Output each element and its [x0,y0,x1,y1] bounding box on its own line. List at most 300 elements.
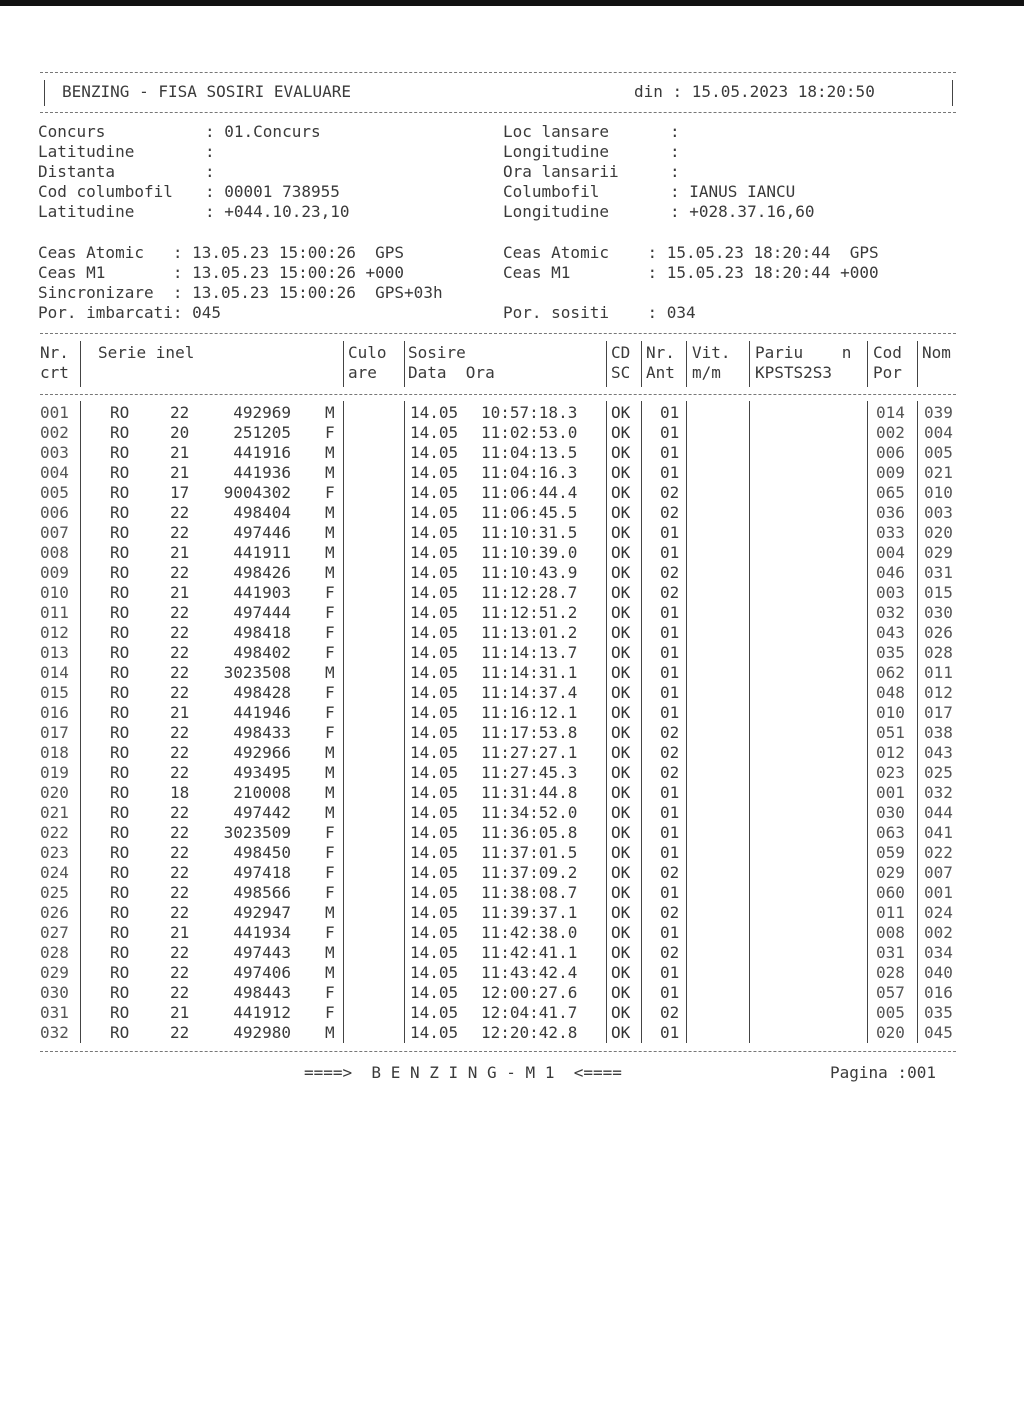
row-cod: 046 [876,563,905,582]
row-sex: F [325,843,335,862]
row-ring: 498428 [233,683,291,702]
row-sex: M [325,783,335,802]
row-cod: 002 [876,423,905,442]
row-sex: M [325,443,335,462]
row-number: 031 [40,1003,69,1022]
row-antenna: 02 [660,503,680,522]
row-sex: M [325,763,335,782]
row-ring: 441934 [233,923,291,942]
row-ring: 492969 [233,403,291,422]
row-cod: 051 [876,723,905,742]
column-divider [641,401,642,1043]
row-year: 21 [170,583,190,602]
row-date: 14.05 [410,703,459,722]
row-date: 14.05 [410,663,459,682]
column-header-pariu: Pariu n [755,343,852,362]
row-number: 006 [40,503,69,522]
row-date: 14.05 [410,763,459,782]
row-cd-status: OK [611,983,631,1002]
info-label: Latitudine [38,202,135,221]
row-time: 11:10:39.0 [481,543,578,562]
row-date: 14.05 [410,803,459,822]
row-cod: 057 [876,983,905,1002]
row-nom: 005 [924,443,953,462]
row-cod: 020 [876,1023,905,1042]
row-antenna: 02 [660,763,680,782]
row-nom: 025 [924,763,953,782]
row-date: 14.05 [410,403,459,422]
row-time: 11:42:38.0 [481,923,578,942]
row-date: 14.05 [410,443,459,462]
column-divider [686,341,687,387]
row-year: 22 [170,883,190,902]
row-ring: 492966 [233,743,291,762]
row-cod: 010 [876,703,905,722]
row-cd-status: OK [611,803,631,822]
row-ring: 498433 [233,723,291,742]
row-antenna: 01 [660,923,680,942]
row-date: 14.05 [410,903,459,922]
row-year: 22 [170,983,190,1002]
row-sex: M [325,803,335,822]
row-number: 030 [40,983,69,1002]
row-ring: 497444 [233,603,291,622]
row-cod: 059 [876,843,905,862]
row-number: 013 [40,643,69,662]
row-cod: 014 [876,403,905,422]
column-header-nrant-sub: Ant [646,363,675,382]
row-cod: 032 [876,603,905,622]
column-header-nrant: Nr. [646,343,675,362]
row-number: 015 [40,683,69,702]
row-time: 11:37:01.5 [481,843,578,862]
table-top-rule [40,333,956,334]
column-divider [606,401,607,1043]
row-sex: M [325,523,335,542]
row-cd-status: OK [611,563,631,582]
row-antenna: 01 [660,683,680,702]
row-time: 11:37:09.2 [481,863,578,882]
row-cd-status: OK [611,783,631,802]
row-nom: 040 [924,963,953,982]
row-year: 22 [170,503,190,522]
row-cd-status: OK [611,763,631,782]
row-time: 11:14:13.7 [481,643,578,662]
info-label: Distanta [38,162,116,181]
row-year: 22 [170,723,190,742]
row-number: 008 [40,543,69,562]
row-number: 023 [40,843,69,862]
row-sex: F [325,703,335,722]
row-country: RO [110,923,130,942]
header-left-border [44,80,45,106]
row-cd-status: OK [611,543,631,562]
row-time: 11:06:45.5 [481,503,578,522]
row-cod: 043 [876,623,905,642]
row-number: 020 [40,783,69,802]
row-cd-status: OK [611,963,631,982]
page-number: Pagina :001 [830,1063,936,1082]
row-year: 22 [170,743,190,762]
column-header-serie: Serie inel [98,343,195,362]
column-divider [749,401,750,1043]
row-date: 14.05 [410,603,459,622]
row-number: 005 [40,483,69,502]
column-header-cd: CD [611,343,631,362]
row-cd-status: OK [611,623,631,642]
column-divider [867,341,868,387]
row-cd-status: OK [611,423,631,442]
row-date: 14.05 [410,683,459,702]
row-cod: 012 [876,743,905,762]
row-number: 017 [40,723,69,742]
row-number: 028 [40,943,69,962]
row-antenna: 01 [660,663,680,682]
info-value: : [205,162,215,181]
row-cod: 065 [876,483,905,502]
row-country: RO [110,1003,130,1022]
row-cd-status: OK [611,583,631,602]
row-time: 11:39:37.1 [481,903,578,922]
row-nom: 024 [924,903,953,922]
info-value: : [205,142,215,161]
report-date: din : 15.05.2023 18:20:50 [634,82,875,101]
row-cd-status: OK [611,503,631,522]
row-nom: 002 [924,923,953,942]
scan-top-edge [0,0,1024,6]
row-ring: 441912 [233,1003,291,1022]
row-country: RO [110,523,130,542]
row-sex: M [325,503,335,522]
row-time: 10:57:18.3 [481,403,578,422]
column-divider [917,341,918,387]
row-ring: 441916 [233,443,291,462]
row-time: 11:12:51.2 [481,603,578,622]
column-header-nom: Nom [922,343,951,362]
row-antenna: 01 [660,523,680,542]
row-date: 14.05 [410,983,459,1002]
row-sex: F [325,1003,335,1022]
row-time: 11:38:08.7 [481,883,578,902]
row-sex: F [325,623,335,642]
row-nom: 028 [924,643,953,662]
row-cod: 031 [876,943,905,962]
row-nom: 004 [924,423,953,442]
row-country: RO [110,983,130,1002]
row-time: 11:36:05.8 [481,823,578,842]
row-cod: 008 [876,923,905,942]
row-year: 22 [170,763,190,782]
row-cd-status: OK [611,663,631,682]
column-header-cod: Cod [873,343,902,362]
row-number: 007 [40,523,69,542]
row-cod: 033 [876,523,905,542]
column-header-cd-sub: SC [611,363,631,382]
row-country: RO [110,443,130,462]
row-nom: 043 [924,743,953,762]
row-nom: 007 [924,863,953,882]
sync-line-left: Sincronizare : 13.05.23 15:00:26 GPS+03h [38,283,443,302]
row-sex: M [325,903,335,922]
row-time: 11:43:42.4 [481,963,578,982]
row-cd-status: OK [611,863,631,882]
row-year: 22 [170,823,190,842]
row-sex: F [325,423,335,442]
row-sex: M [325,963,335,982]
row-cd-status: OK [611,823,631,842]
row-antenna: 02 [660,943,680,962]
row-nom: 003 [924,503,953,522]
row-ring: 492947 [233,903,291,922]
row-time: 12:04:41.7 [481,1003,578,1022]
column-divider [404,401,405,1043]
row-date: 14.05 [410,923,459,942]
row-number: 032 [40,1023,69,1042]
column-header-culoare-sub: are [348,363,377,382]
row-cod: 023 [876,763,905,782]
row-cod: 029 [876,863,905,882]
column-divider [80,401,81,1043]
row-year: 22 [170,643,190,662]
row-time: 11:10:31.5 [481,523,578,542]
info-value: : +044.10.23,10 [205,202,350,221]
row-sex: F [325,603,335,622]
column-divider [343,401,344,1043]
row-ring: 498418 [233,623,291,642]
row-year: 22 [170,963,190,982]
column-divider [749,341,750,387]
row-number: 025 [40,883,69,902]
info-label: Columbofil [503,182,600,201]
row-time: 11:42:41.1 [481,943,578,962]
row-nom: 011 [924,663,953,682]
row-date: 14.05 [410,723,459,742]
row-date: 14.05 [410,823,459,842]
row-ring: 210008 [233,783,291,802]
sync-line-left: Ceas Atomic : 13.05.23 15:00:26 GPS [38,243,405,262]
row-year: 18 [170,783,190,802]
row-sex: F [325,683,335,702]
row-nom: 038 [924,723,953,742]
row-cd-status: OK [611,883,631,902]
row-cod: 035 [876,643,905,662]
row-antenna: 01 [660,703,680,722]
row-sex: F [325,923,335,942]
row-nom: 026 [924,623,953,642]
column-divider [686,401,687,1043]
row-ring: 498404 [233,503,291,522]
row-number: 027 [40,923,69,942]
row-number: 014 [40,663,69,682]
row-number: 022 [40,823,69,842]
column-divider [641,341,642,387]
row-antenna: 01 [660,883,680,902]
row-number: 001 [40,403,69,422]
row-nom: 021 [924,463,953,482]
row-number: 021 [40,803,69,822]
row-nom: 029 [924,543,953,562]
row-antenna: 02 [660,743,680,762]
row-year: 22 [170,563,190,582]
row-cod: 011 [876,903,905,922]
info-value: : [670,142,680,161]
column-divider [404,341,405,387]
sync-line-right: Ceas Atomic : 15.05.23 18:20:44 GPS [503,243,879,262]
column-header-pariu-sub: KPSTS2S3 [755,363,833,382]
footer-device-label: ====> B E N Z I N G - M 1 <==== [304,1063,622,1082]
info-value: : [670,122,680,141]
row-country: RO [110,723,130,742]
row-nom: 045 [924,1023,953,1042]
row-sex: M [325,403,335,422]
row-sex: M [325,1023,335,1042]
row-sex: M [325,743,335,762]
row-country: RO [110,743,130,762]
row-date: 14.05 [410,543,459,562]
row-country: RO [110,463,130,482]
row-number: 002 [40,423,69,442]
row-antenna: 01 [660,1023,680,1042]
info-label: Longitudine [503,202,609,221]
row-date: 14.05 [410,523,459,542]
row-antenna: 01 [660,843,680,862]
info-label: Concurs [38,122,106,141]
row-time: 11:16:12.1 [481,703,578,722]
row-nom: 020 [924,523,953,542]
row-time: 11:02:53.0 [481,423,578,442]
row-cod: 003 [876,583,905,602]
row-time: 11:27:27.1 [481,743,578,762]
row-country: RO [110,763,130,782]
row-time: 11:17:53.8 [481,723,578,742]
row-country: RO [110,423,130,442]
row-country: RO [110,563,130,582]
row-antenna: 01 [660,423,680,442]
row-nom: 022 [924,843,953,862]
row-ring: 497443 [233,943,291,962]
row-antenna: 01 [660,963,680,982]
row-country: RO [110,863,130,882]
row-year: 21 [170,443,190,462]
column-header-sosire-sub: Data Ora [408,363,495,382]
row-nom: 016 [924,983,953,1002]
row-time: 11:34:52.0 [481,803,578,822]
row-year: 22 [170,943,190,962]
row-cd-status: OK [611,683,631,702]
row-country: RO [110,943,130,962]
row-country: RO [110,1023,130,1042]
row-number: 029 [40,963,69,982]
row-cod: 005 [876,1003,905,1022]
row-sex: F [325,983,335,1002]
row-ring: 441936 [233,463,291,482]
row-antenna: 01 [660,603,680,622]
row-cod: 009 [876,463,905,482]
row-country: RO [110,883,130,902]
row-cod: 060 [876,883,905,902]
row-year: 22 [170,683,190,702]
row-year: 21 [170,923,190,942]
row-cod: 062 [876,663,905,682]
info-label: Latitudine [38,142,135,161]
info-label: Longitudine [503,142,609,161]
row-number: 012 [40,623,69,642]
info-label: Loc lansare [503,122,609,141]
row-number: 009 [40,563,69,582]
row-time: 11:10:43.9 [481,563,578,582]
row-year: 17 [170,483,190,502]
row-number: 026 [40,903,69,922]
sync-line-left: Por. imbarcati: 045 [38,303,222,322]
row-time: 11:12:28.7 [481,583,578,602]
row-cd-status: OK [611,943,631,962]
row-ring: 441903 [233,583,291,602]
row-antenna: 01 [660,783,680,802]
row-year: 21 [170,463,190,482]
row-year: 22 [170,1023,190,1042]
row-year: 22 [170,663,190,682]
row-cod: 048 [876,683,905,702]
row-ring: 498426 [233,563,291,582]
row-country: RO [110,903,130,922]
row-ring: 498566 [233,883,291,902]
row-country: RO [110,603,130,622]
header-right-border [952,80,953,106]
row-time: 11:14:37.4 [481,683,578,702]
row-nom: 012 [924,683,953,702]
column-divider [80,341,81,387]
row-date: 14.05 [410,963,459,982]
row-cd-status: OK [611,443,631,462]
row-time: 12:00:27.6 [481,983,578,1002]
row-nom: 001 [924,883,953,902]
row-antenna: 02 [660,723,680,742]
column-divider [606,341,607,387]
row-antenna: 01 [660,623,680,642]
row-date: 14.05 [410,783,459,802]
row-year: 22 [170,863,190,882]
row-date: 14.05 [410,483,459,502]
row-antenna: 02 [660,903,680,922]
row-cd-status: OK [611,403,631,422]
row-antenna: 02 [660,563,680,582]
row-country: RO [110,683,130,702]
row-cd-status: OK [611,843,631,862]
row-country: RO [110,583,130,602]
row-antenna: 01 [660,543,680,562]
row-date: 14.05 [410,463,459,482]
row-cd-status: OK [611,523,631,542]
row-date: 14.05 [410,583,459,602]
row-antenna: 02 [660,483,680,502]
row-ring: 441911 [233,543,291,562]
row-date: 14.05 [410,883,459,902]
row-number: 024 [40,863,69,882]
row-year: 22 [170,523,190,542]
row-nom: 030 [924,603,953,622]
row-ring: 493495 [233,763,291,782]
row-ring: 3023509 [223,823,291,842]
row-ring: 498443 [233,983,291,1002]
row-sex: F [325,643,335,662]
row-date: 14.05 [410,943,459,962]
row-country: RO [110,783,130,802]
column-header-vit: Vit. [692,343,731,362]
row-ring: 498402 [233,643,291,662]
row-country: RO [110,403,130,422]
sync-line-right: Ceas M1 : 15.05.23 18:20:44 +000 [503,263,879,282]
row-year: 22 [170,843,190,862]
